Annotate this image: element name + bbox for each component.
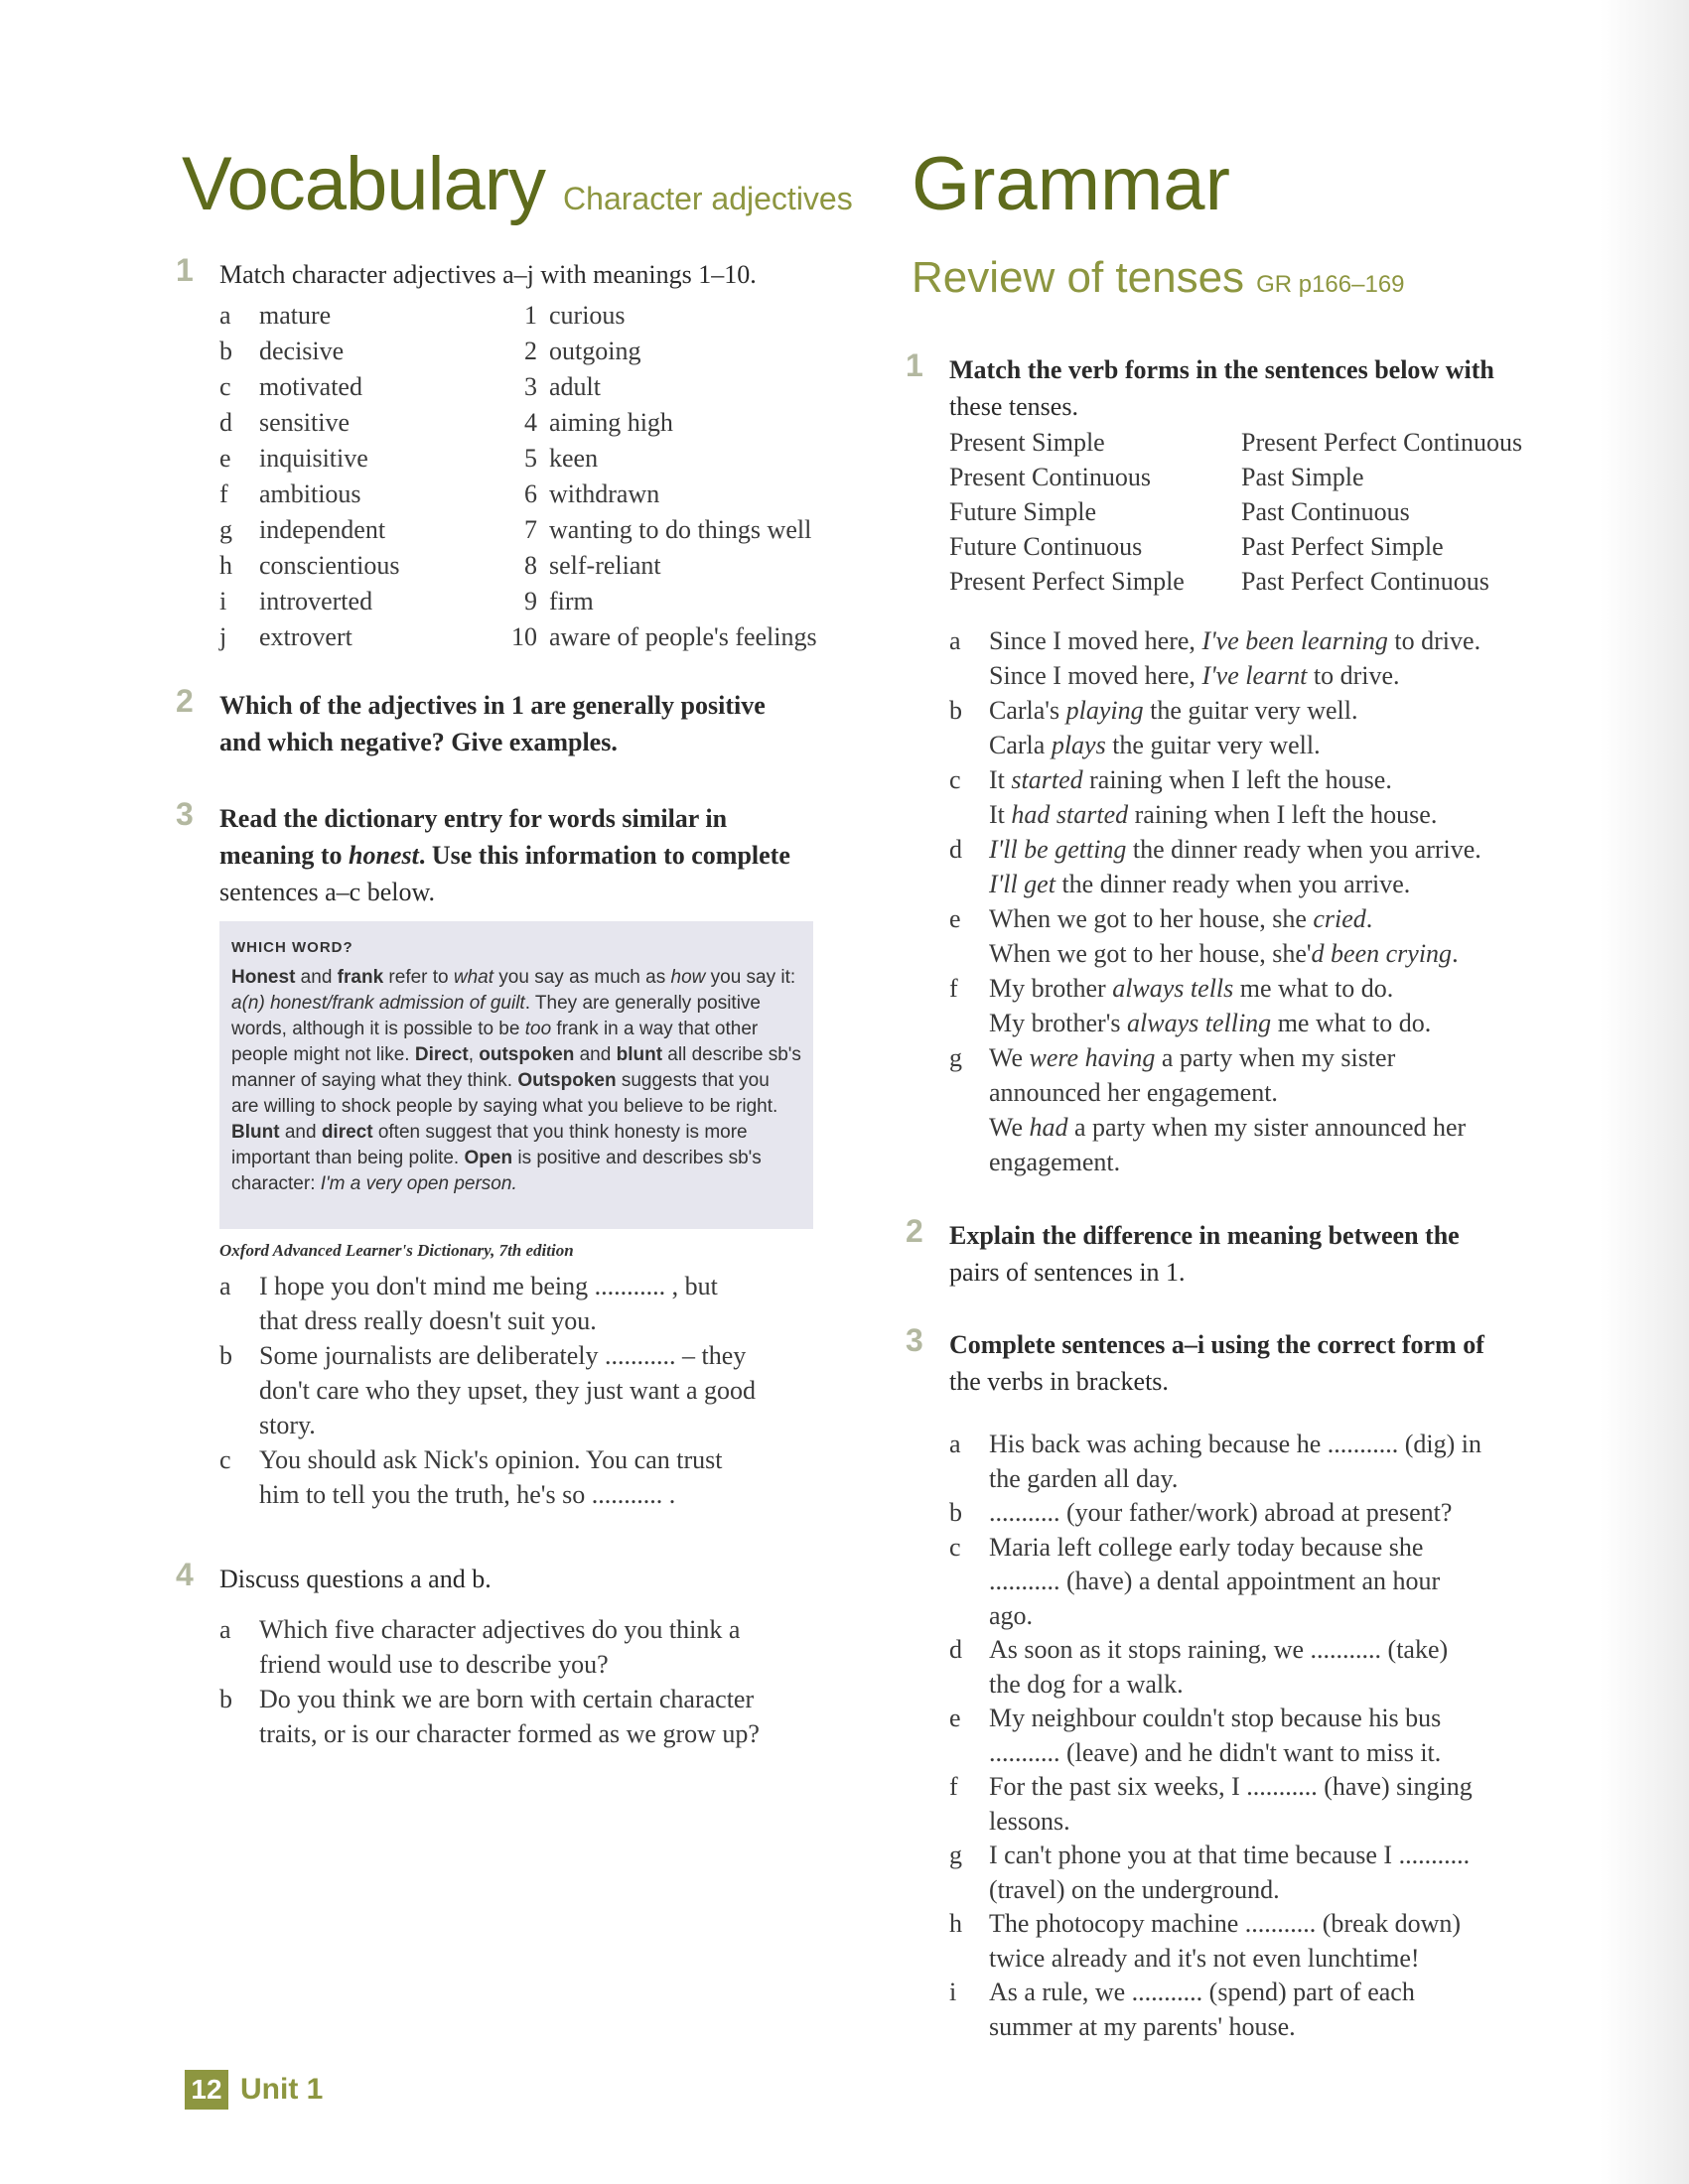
list-item: h conscientious 8 self-reliant [219,551,661,580]
exercise-instruction: Complete sentences a–i using the correct form of the verbs in brackets. [949,1330,1484,1396]
list-item: e My neighbour couldn't stop because his bus ........... (leave) and he didn't want to miss it. [949,1704,1442,1767]
list-item: c Maria left college early today because she ........... (have) a dental appointment an hour ago. [949,1532,1441,1630]
list-item: a Since I moved here, I've been learning to drive. Since I moved here, I've learnt to drive. [949,626,1481,690]
page-footer [185,2070,323,2110]
list-item: d As soon as it stops raining, we ........... (take) the dog for a walk. [949,1635,1449,1699]
adjective-match-list [219,298,817,655]
dictionary-title: WHICH WORD? [231,939,353,956]
vocab-exercise-4 [176,1557,492,1597]
grammar-exercise-3 [906,1322,1484,1400]
list-item: d sensitive 4 aiming high [219,408,673,437]
list-item: f My brother always tells me what to do. My brother's always telling me what to do. [949,974,1432,1037]
grammar-heading: Grammar [912,142,1230,226]
exercise-instruction: Discuss questions a and b. [219,1565,492,1593]
list-item: c You should ask Nick's opinion. You can trust him to tell you the truth, he's so ........... . [219,1445,723,1509]
grammar-ex1-sentences [949,623,1481,1179]
list-item: a Which five character adjectives do you think a friend would use to describe you? [219,1615,741,1679]
exercise-instruction: Match character adjectives a–j with meanings 1–10. [219,260,757,289]
page-number: 12 [185,2070,228,2110]
grammar-exercise-2 [906,1213,1460,1291]
list-item: a mature 1 curious [219,301,626,330]
vocabulary-subtitle: Character adjectives [563,181,853,216]
list-item: g independent 7 wanting to do things well [219,515,812,544]
table-row: Present Simple Present Perfect Continuous [949,428,1523,457]
unit-label: Unit 1 [240,2073,324,2106]
dictionary-source: Oxford Advanced Learner's Dictionary, 7th edition [219,1241,574,1260]
list-item: a I hope you don't mind me being ........... , but that dress really doesn't suit you. [219,1272,718,1335]
list-item: e inquisitive 5 keen [219,444,599,473]
list-item: b Some journalists are deliberately ........... – they don't care who they upset, they just want a good story. [219,1341,757,1439]
vocab-ex4-questions [219,1612,760,1751]
list-item: b Do you think we are born with certain character traits, or is our character formed as we grow up? [219,1685,760,1748]
list-item: f For the past six weeks, I ........... (have) singing lessons. [949,1772,1473,1836]
exercise-instruction: Explain the difference in meaning between the pairs of sentences in 1. [949,1221,1460,1287]
exercise-instruction: Match the verb forms in the sentences below with these tenses. [949,355,1494,421]
list-item: a His back was aching because he ........... (dig) in the garden all day. [949,1430,1482,1493]
exercise-number: 2 [176,683,194,719]
exercise-number: 3 [906,1322,923,1358]
list-item: c It started raining when I left the house. It had started raining when I left the house. [949,765,1438,829]
exercise-number: 1 [906,347,923,383]
list-item: e When we got to her house, she cried. When we got to her house, she'd been crying. [949,904,1459,968]
list-item: b ........... (your father/work) abroad at present? [949,1498,1453,1527]
list-item: h The photocopy machine ........... (break down) twice already and it's not even lunchtime! [949,1909,1462,1973]
table-row: Present Perfect Simple Past Perfect Continuous [949,567,1489,596]
vocab-exercise-2 [176,683,766,760]
list-item: c motivated 3 adult [219,372,601,401]
list-item: g We were having a party when my sister announced her engagement. We had a party when my sister announced her engagement. [949,1043,1467,1176]
exercise-instruction: Which of the adjectives in 1 are generally positive and which negative? Give examples. [219,691,766,756]
table-row: Future Simple Past Continuous [949,497,1410,526]
grammar-reference: GR p166–169 [1256,271,1405,298]
table-row: Present Continuous Past Simple [949,463,1364,491]
list-item: g I can't phone you at that time because I ........... (travel) on the underground. [949,1841,1471,1904]
exercise-number: 1 [176,252,194,288]
vocab-exercise-1 [176,252,757,293]
grammar-ex3-sentences [949,1428,1481,2044]
list-item: f ambitious 6 withdrawn [219,479,660,508]
dictionary-text: Honest and frank refer to what you say as much as how you say it: a(n) honest/frank admission of guilt. They are generally positive words, although it is possible to be too frank in a way that other people might not like. Direct, outspoken and blunt all describe sb's manner of saying what they think. Outspoken suggests that you are willing to shock people by saying what you believe to be right. Blunt and direct often suggest that you think honesty is more important than being polite. Open is positive and describes sb's character: I'm a very open person. [231,967,801,1194]
exercise-number: 3 [176,796,194,832]
list-item: b Carla's playing the guitar very well. Carla plays the guitar very well. [949,696,1358,759]
page-edge-shadow [1600,0,1689,2184]
list-item: j extrovert 10 aware of people's feelings [219,622,817,651]
vocab-ex3-sentences [219,1269,756,1512]
exercise-number: 4 [176,1557,194,1592]
section-heading: Review of tenses GR p166–169 [912,253,1405,302]
list-item: b decisive 2 outgoing [219,337,641,365]
vocabulary-heading: Vocabulary Character adjectives [182,142,853,226]
list-item: i introverted 9 firm [219,587,594,615]
vocab-exercise-3 [176,796,790,910]
exercise-number: 2 [906,1213,923,1249]
list-item: i As a rule, we ........... (spend) part of each summer at my parents' house. [949,1978,1415,2041]
tenses-table [949,425,1522,599]
dictionary-entry-box [219,921,813,1229]
table-row: Future Continuous Past Perfect Simple [949,532,1444,561]
exercise-instruction: Read the dictionary entry for words similar in meaning to honest. Use this information to complete sentences a–c below. [219,804,790,906]
list-item: d I'll be getting the dinner ready when you arrive. I'll get the dinner ready when you arrive. [949,835,1481,898]
grammar-exercise-1 [906,347,1494,425]
